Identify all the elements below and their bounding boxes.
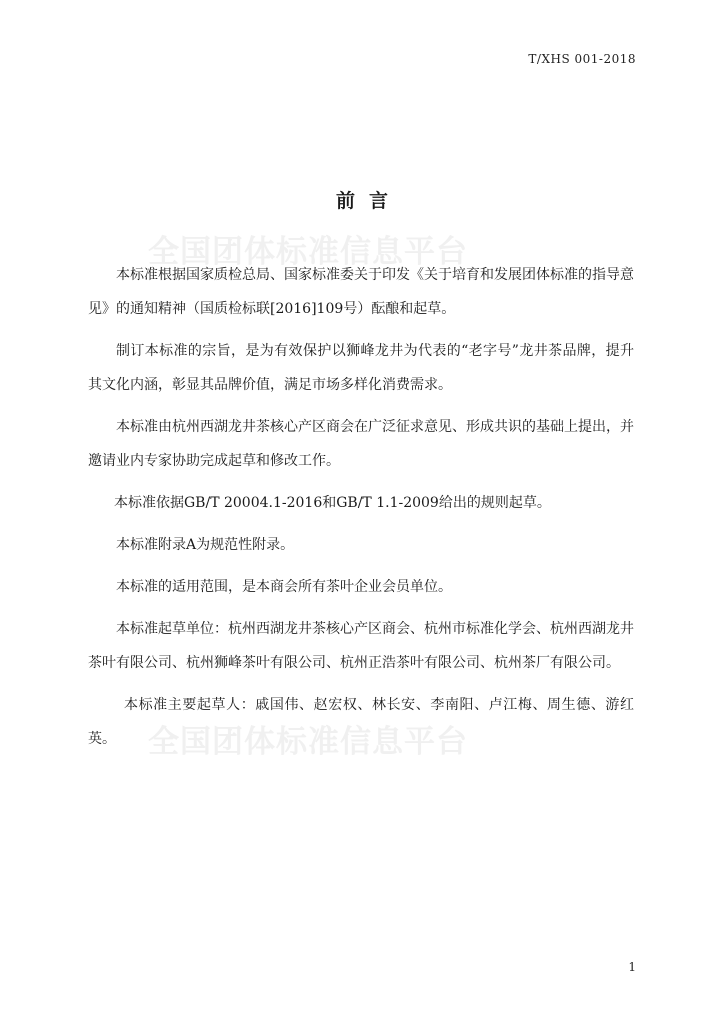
paragraph-drafting-rules: 本标准依据GB/T 20004.1-2016和GB/T 1.1-2009给出的规则起草。 bbox=[114, 495, 551, 511]
paragraph-proposer: 本标准由杭州西湖龙井茶核心产区商会在广泛征求意见、形成共识的基础上提出，并邀请业内专家协助完成起草和修改工作。 bbox=[88, 419, 634, 469]
page-number: 1 bbox=[628, 960, 636, 974]
paragraph-drafting-units: 本标准起草单位：杭州西湖龙井茶核心产区商会、杭州市标准化学会、杭州西湖龙井茶叶有限公司、杭州狮峰茶叶有限公司、杭州正浩茶叶有限公司、杭州茶厂有限公司。 bbox=[88, 621, 634, 671]
standard-code: T/XHS 001-2018 bbox=[528, 52, 636, 66]
paragraph-appendix: 本标准附录A为规范性附录。 bbox=[116, 537, 295, 553]
paragraph-scope: 本标准的适用范围，是本商会所有茶叶企业会员单位。 bbox=[116, 579, 452, 595]
watermark-bottom: 全国团体标准信息平台 bbox=[148, 724, 468, 760]
watermark-top: 全国团体标准信息平台 bbox=[148, 234, 468, 270]
paragraph-basis: 本标准根据国家质检总局、国家标准委关于印发《关于培育和发展团体标准的指导意见》的通知精神（国质检标联[2016]109号）酝酿和起草。 bbox=[88, 267, 634, 317]
paragraph-purpose: 制订本标准的宗旨，是为有效保护以狮峰龙井为代表的“老字号”龙井茶品牌，提升其文化内涵，彰显其品牌价值，满足市场多样化消费需求。 bbox=[88, 343, 634, 393]
paragraph-drafters: 本标准主要起草人：戚国伟、赵宏权、林长安、李南阳、卢江梅、周生德、游红英。 bbox=[88, 697, 634, 747]
foreword-body bbox=[88, 258, 634, 764]
page-title: 前言 bbox=[335, 190, 402, 212]
